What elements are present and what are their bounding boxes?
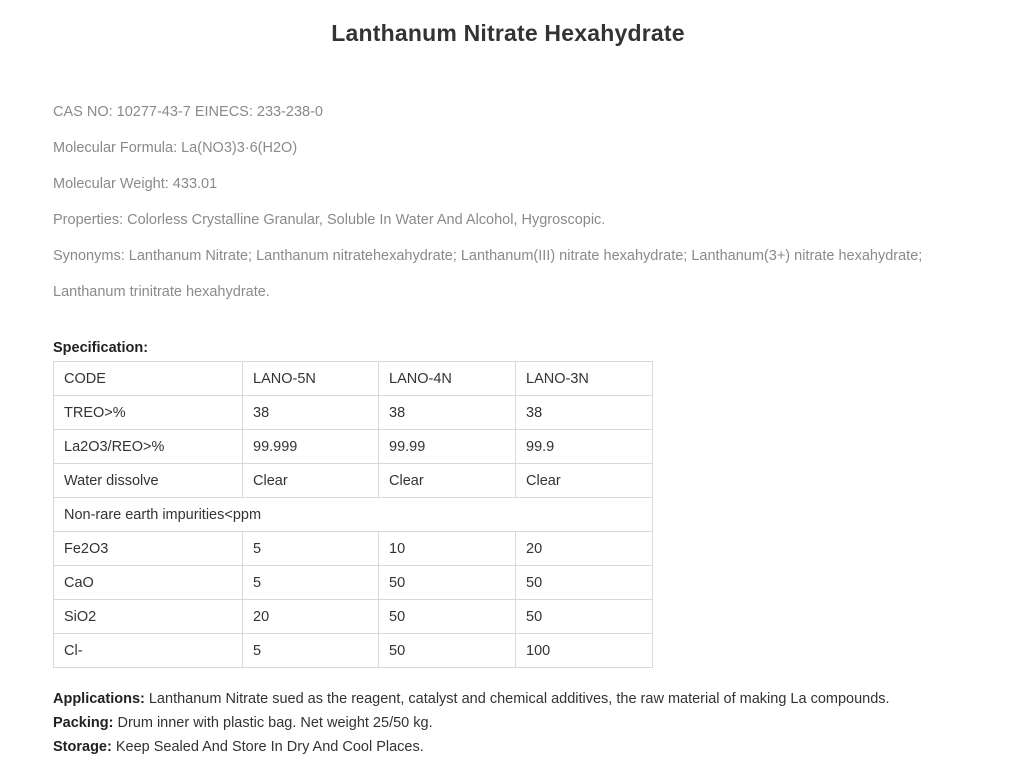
synonyms-line-continued: Lanthanum trinitrate hexahydrate. [53, 284, 270, 300]
table-row [54, 532, 653, 566]
table-row [54, 634, 653, 668]
table-row [54, 566, 653, 600]
table-cell: CaO [54, 566, 243, 600]
table-section-row [54, 498, 653, 532]
table-header-row [54, 362, 653, 396]
properties-line: Properties: Colorless Crystalline Granular, Soluble In Water And Alcohol, Hygroscopic. [53, 212, 606, 228]
specification-table [53, 361, 653, 668]
table-cell: 38 [243, 396, 379, 430]
packing-label: Packing: [53, 715, 114, 731]
table-cell: Cl- [54, 634, 243, 668]
table-cell: 99.9 [516, 430, 653, 464]
table-cell: LANO-5N [243, 362, 379, 396]
cas-number-line: CAS NO: 10277-43-7 EINECS: 233-238-0 [53, 104, 323, 120]
table-row [54, 600, 653, 634]
table-cell: 5 [243, 634, 379, 668]
table-cell: 50 [379, 600, 516, 634]
table-cell: LANO-4N [379, 362, 516, 396]
table-cell: 50 [516, 566, 653, 600]
storage-label: Storage: [53, 739, 112, 755]
table-cell: TREO>% [54, 396, 243, 430]
table-cell: LANO-3N [516, 362, 653, 396]
table-cell: 50 [516, 600, 653, 634]
molecular-weight-line: Molecular Weight: 433.01 [53, 176, 218, 192]
molecular-formula-line: Molecular Formula: La(NO3)3·6(H2O) [53, 140, 298, 156]
table-cell: 20 [516, 532, 653, 566]
table-cell: 5 [243, 566, 379, 600]
table-cell: 50 [379, 566, 516, 600]
table-cell: Clear [516, 464, 653, 498]
table-cell: 10 [379, 532, 516, 566]
table-cell: 38 [516, 396, 653, 430]
table-cell: SiO2 [54, 600, 243, 634]
table-cell: 50 [379, 634, 516, 668]
table-cell: 5 [243, 532, 379, 566]
properties-list [53, 101, 993, 317]
table-cell: CODE [54, 362, 243, 396]
table-row [54, 430, 653, 464]
specification-heading: Specification: [53, 340, 149, 356]
packing-line [53, 712, 1003, 736]
storage-line [53, 736, 1003, 760]
applications-line [53, 688, 1003, 712]
impurities-section-label: Non-rare earth impurities<ppm [54, 498, 653, 532]
applications-label: Applications: [53, 691, 145, 707]
table-cell: Clear [379, 464, 516, 498]
table-cell: 100 [516, 634, 653, 668]
table-cell: Water dissolve [54, 464, 243, 498]
applications-text: Lanthanum Nitrate sued as the reagent, catalyst and chemical additives, the raw material of making La compounds. [144, 691, 890, 707]
table-cell: 99.999 [243, 430, 379, 464]
page-title: Lanthanum Nitrate Hexahydrate [331, 20, 685, 46]
table-cell: 20 [243, 600, 379, 634]
table-cell: 38 [379, 396, 516, 430]
table-cell: La2O3/REO>% [54, 430, 243, 464]
table-row [54, 396, 653, 430]
table-row [54, 464, 653, 498]
storage-text: Keep Sealed And Store In Dry And Cool Places. [111, 739, 424, 755]
table-cell: 99.99 [379, 430, 516, 464]
table-cell: Clear [243, 464, 379, 498]
packing-text: Drum inner with plastic bag. Net weight 25/50 kg. [113, 715, 433, 731]
synonyms-line: Synonyms: Lanthanum Nitrate; Lanthanum nitratehexahydrate; Lanthanum(III) nitrate hexahydrate; Lanthanum(3+) nitrate hexahydrate; [53, 248, 923, 264]
product-notes [53, 688, 1003, 760]
table-cell: Fe2O3 [54, 532, 243, 566]
